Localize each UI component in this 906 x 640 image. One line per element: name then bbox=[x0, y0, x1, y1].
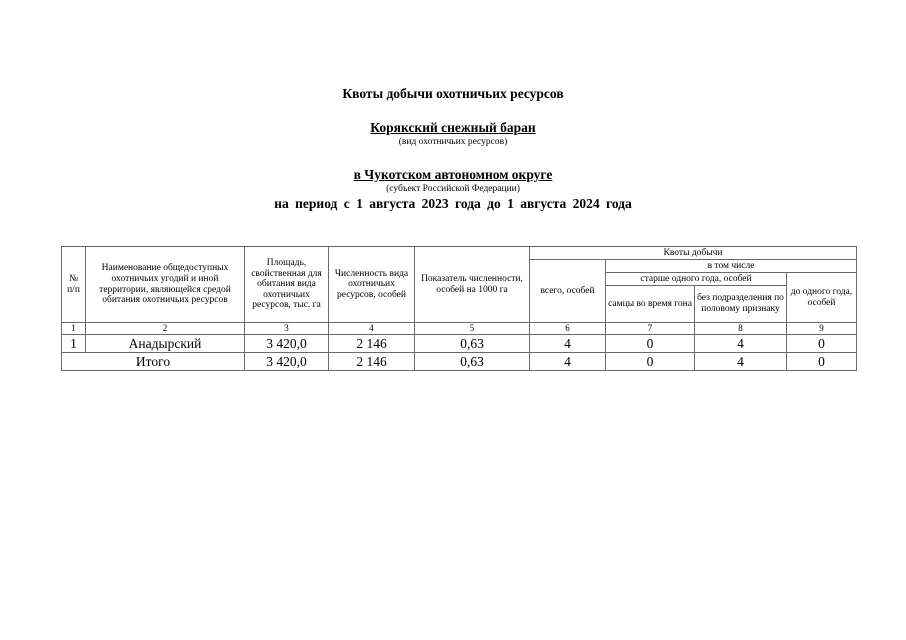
row-area: 3 420,0 bbox=[245, 335, 329, 353]
header-no-sex: без подразделения по половому признаку bbox=[695, 286, 787, 323]
total-density: 0,63 bbox=[415, 353, 530, 371]
header-density: Показатель численности, особей на 1000 га bbox=[415, 247, 530, 323]
total-area: 3 420,0 bbox=[245, 353, 329, 371]
column-number: 6 bbox=[530, 323, 606, 335]
header-population: Численность вида охотничьих ресурсов, особей bbox=[329, 247, 415, 323]
header-name: Наименование общедоступных охотничьих угодий и иной территории, являющейся средой обитания охотничьих ресурсов bbox=[86, 247, 245, 323]
total-no-sex: 4 bbox=[695, 353, 787, 371]
header-num: № п/п bbox=[62, 247, 86, 323]
column-number: 2 bbox=[86, 323, 245, 335]
species-name: Корякский снежный баран bbox=[370, 120, 536, 135]
column-number: 1 bbox=[62, 323, 86, 335]
row-population: 2 146 bbox=[329, 335, 415, 353]
document-title: Квоты добычи охотничьих ресурсов bbox=[342, 86, 564, 101]
column-number: 9 bbox=[787, 323, 857, 335]
table-row bbox=[62, 335, 857, 353]
row-total: 4 bbox=[530, 335, 606, 353]
header-males-rut: самцы во время гона bbox=[606, 286, 695, 323]
total-total: 4 bbox=[530, 353, 606, 371]
row-num: 1 bbox=[62, 335, 86, 353]
row-density: 0,63 bbox=[415, 335, 530, 353]
total-row bbox=[62, 353, 857, 371]
total-label: Итого bbox=[62, 353, 245, 371]
total-males-rut: 0 bbox=[606, 353, 695, 371]
column-number: 4 bbox=[329, 323, 415, 335]
header-total: всего, особей bbox=[530, 260, 606, 323]
row-no-sex: 4 bbox=[695, 335, 787, 353]
row-name: Анадырский bbox=[86, 335, 245, 353]
header-quotas: Квоты добычи bbox=[530, 247, 857, 260]
total-under-one: 0 bbox=[787, 353, 857, 371]
row-under-one: 0 bbox=[787, 335, 857, 353]
header-older: старше одного года, особей bbox=[606, 273, 787, 286]
total-population: 2 146 bbox=[329, 353, 415, 371]
region-name: в Чукотском автономном округе bbox=[353, 167, 553, 182]
period: на период с 1 августа 2023 года до 1 августа 2024 года bbox=[274, 196, 632, 211]
column-number: 7 bbox=[606, 323, 695, 335]
quota-table bbox=[61, 246, 857, 371]
header-under-one: до одного года, особей bbox=[787, 273, 857, 323]
species-caption: (вид охотничьих ресурсов) bbox=[398, 137, 508, 147]
column-number: 3 bbox=[245, 323, 329, 335]
row-males-rut: 0 bbox=[606, 335, 695, 353]
region-caption: (субъект Российской Федерации) bbox=[386, 184, 520, 194]
header-area: Площадь, свойственная для обитания вида охотничьих ресурсов, тыс. га bbox=[245, 247, 329, 323]
header-including: в том числе bbox=[606, 260, 857, 273]
column-number: 8 bbox=[695, 323, 787, 335]
column-number: 5 bbox=[415, 323, 530, 335]
